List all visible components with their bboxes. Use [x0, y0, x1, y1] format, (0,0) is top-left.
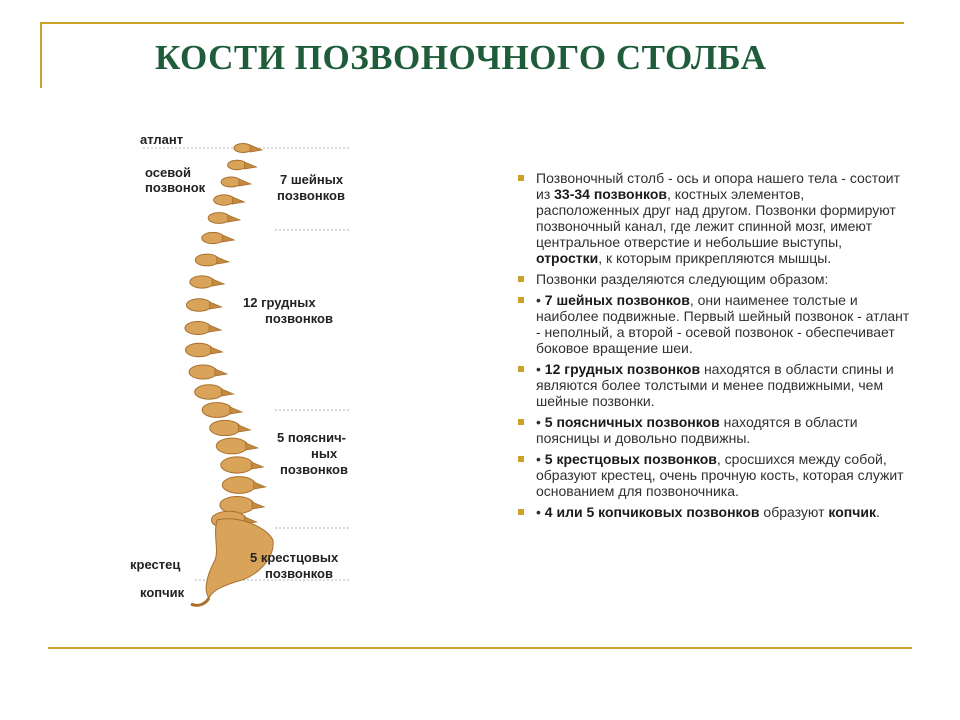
- vertebra-body: [222, 477, 255, 494]
- bullet-square-icon: [518, 175, 524, 181]
- vertebra-body: [195, 385, 224, 399]
- vertebra-body: [202, 232, 225, 243]
- frame-left-line: [40, 22, 42, 88]
- vertebra-process: [246, 443, 258, 450]
- vertebra-process: [239, 179, 251, 186]
- bullet-item: • 12 грудных позвонков находятся в области спины и являются более толстыми и менее подвижными, чем шейные позвонки.: [518, 361, 910, 409]
- label-lumbar-3: позвонков: [280, 462, 348, 477]
- vertebra-process: [251, 462, 263, 469]
- vertebra-body: [202, 403, 232, 418]
- vertebra-process: [228, 215, 240, 222]
- label-cervical-1: 7 шейных: [280, 172, 344, 187]
- page-title: КОСТИ ПОЗВОНОЧНОГО СТОЛБА: [155, 38, 767, 77]
- label-coccyx: копчик: [140, 585, 185, 600]
- label-axis-1: осевой: [145, 165, 191, 180]
- bullet-square-icon: [518, 276, 524, 282]
- bullet-square-icon: [518, 366, 524, 372]
- vertebra-body: [190, 276, 214, 288]
- label-sacral-2: позвонков: [265, 566, 333, 581]
- vertebra-process: [210, 302, 222, 309]
- vertebra-body: [189, 365, 217, 379]
- frame-bottom-line: [48, 647, 912, 649]
- label-thoracic-2: позвонков: [265, 311, 333, 326]
- vertebra-process: [232, 197, 244, 204]
- vertebra-body: [221, 457, 253, 473]
- vertebra-body: [221, 177, 241, 187]
- bullet-item: • 5 крестцовых позвонков, сросшихся между собой, образуют крестец, очень прочную кость, которая служит основанием для позвоночника.: [518, 451, 910, 499]
- description-list: [518, 170, 910, 525]
- vertebra-process: [217, 257, 229, 264]
- bullet-item: Позвонки разделяются следующим образом:: [518, 271, 910, 287]
- label-atlas: атлант: [140, 132, 184, 147]
- vertebra-process: [215, 369, 227, 376]
- vertebra-body: [186, 299, 211, 312]
- vertebra-body: [210, 420, 241, 435]
- vertebra-process: [209, 325, 221, 332]
- bullet-item: • 5 поясничных позвонков находятся в области поясницы и довольно подвижны.: [518, 414, 910, 446]
- label-lumbar-1: 5 пояснич-: [277, 430, 346, 445]
- frame-top-line: [40, 22, 904, 24]
- spine-figure: [125, 120, 375, 610]
- vertebra-process: [211, 347, 223, 354]
- vertebra-process: [212, 279, 224, 286]
- bullet-item: Позвоночный столб - ось и опора нашего тела - состоит из 33-34 позвонков, костных элементов, расположенных друг над другом. Позвонки формируют позвоночный канал, где лежит спинной мозг, имеют центральное отверстие и небольшие выступы, отростки, к которым прикрепляются мышцы.: [518, 170, 910, 266]
- label-thoracic-1: 12 грудных: [243, 295, 316, 310]
- bullet-square-icon: [518, 419, 524, 425]
- vertebra-body: [208, 213, 230, 224]
- vertebra-body: [214, 195, 235, 205]
- vertebrae-group: [185, 144, 266, 529]
- vertebra-body: [185, 321, 211, 334]
- vertebra-body: [216, 438, 248, 454]
- vertebra-process: [252, 502, 264, 509]
- vertebra-process: [238, 425, 250, 432]
- vertebra-process: [230, 407, 242, 414]
- bullet-square-icon: [518, 509, 524, 515]
- vertebra-body: [186, 343, 213, 357]
- label-sacrum: крестец: [130, 557, 181, 572]
- bullet-square-icon: [518, 456, 524, 462]
- label-lumbar-2: ных: [311, 446, 338, 461]
- vertebra-body: [228, 160, 247, 169]
- vertebra-body: [234, 144, 252, 153]
- vertebra-process: [254, 482, 266, 489]
- vertebra-process: [221, 389, 233, 396]
- label-sacral-1: 5 крестцовых: [250, 550, 339, 565]
- bullet-item: • 7 шейных позвонков, они наименее толстые и наиболее подвижные. Первый шейный позвонок - атлант - неполный, а второй - осевой позвонок - обеспечивает боковое вращение шеи.: [518, 292, 910, 356]
- vertebra-body: [195, 254, 218, 266]
- vertebra-process: [244, 162, 256, 169]
- bullet-item: • 4 или 5 копчиковых позвонков образуют копчик.: [518, 504, 910, 520]
- bullet-square-icon: [518, 297, 524, 303]
- label-cervical-2: позвонков: [277, 188, 345, 203]
- label-axis-2: позвонок: [145, 180, 206, 195]
- vertebra-process: [222, 235, 234, 242]
